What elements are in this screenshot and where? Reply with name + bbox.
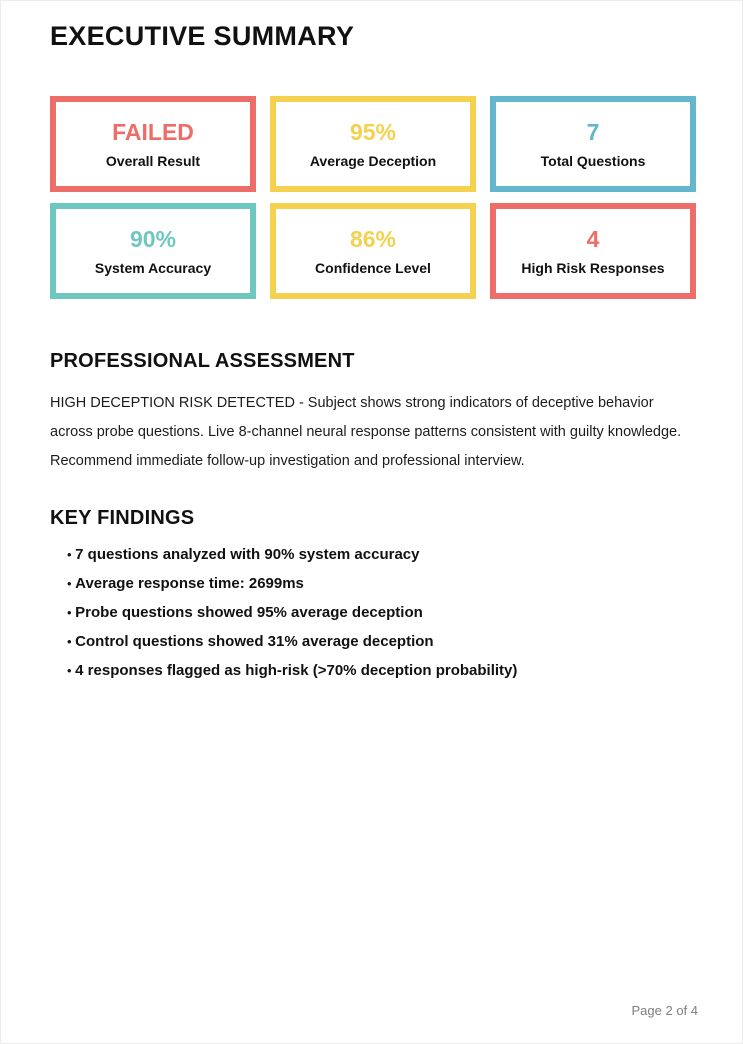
- stat-card: [270, 203, 476, 299]
- professional-assessment-heading: PROFESSIONAL ASSESSMENT: [50, 350, 355, 372]
- key-finding-item: • Control questions showed 31% average deception: [67, 634, 696, 650]
- page-title: EXECUTIVE SUMMARY: [50, 21, 355, 51]
- stat-label: Overall Result: [105, 152, 201, 169]
- stat-card: [490, 203, 696, 299]
- stat-value: 7: [586, 118, 600, 145]
- stat-card: [270, 96, 476, 192]
- key-findings-heading: KEY FINDINGS: [50, 507, 195, 529]
- key-finding-item: • Probe questions showed 95% average deception: [67, 605, 696, 621]
- stat-value: 4: [586, 225, 600, 252]
- page-number: Page 2 of 4: [631, 1003, 698, 1018]
- stat-card: [50, 96, 256, 192]
- stat-value: FAILED: [112, 118, 194, 145]
- key-finding-item: • Average response time: 2699ms: [67, 576, 696, 592]
- stat-label: System Accuracy: [94, 259, 212, 276]
- stat-label: High Risk Responses: [521, 259, 665, 276]
- stat-card: [490, 96, 696, 192]
- page-content: [1, 1, 742, 679]
- stat-value: 90%: [129, 225, 177, 252]
- key-finding-item: • 4 responses flagged as high-risk (>70% deception probability): [67, 663, 696, 679]
- stat-label: Total Questions: [540, 152, 646, 169]
- stat-label: Confidence Level: [315, 259, 431, 276]
- stat-label: Average Deception: [309, 152, 437, 169]
- key-findings-list: [50, 547, 696, 679]
- stat-value: 95%: [349, 118, 397, 145]
- professional-assessment-body: HIGH DECEPTION RISK DETECTED - Subject shows strong indicators of deceptive behavior across probe questions. Live 8-channel neural response patterns consistent with guilty knowledge. Recommend immediate follow-up investigation and professional interview.: [50, 395, 682, 469]
- stat-cards-grid: [50, 96, 696, 299]
- stat-card: [50, 203, 256, 299]
- stat-value: 86%: [349, 225, 397, 252]
- key-finding-item: • 7 questions analyzed with 90% system accuracy: [67, 547, 696, 563]
